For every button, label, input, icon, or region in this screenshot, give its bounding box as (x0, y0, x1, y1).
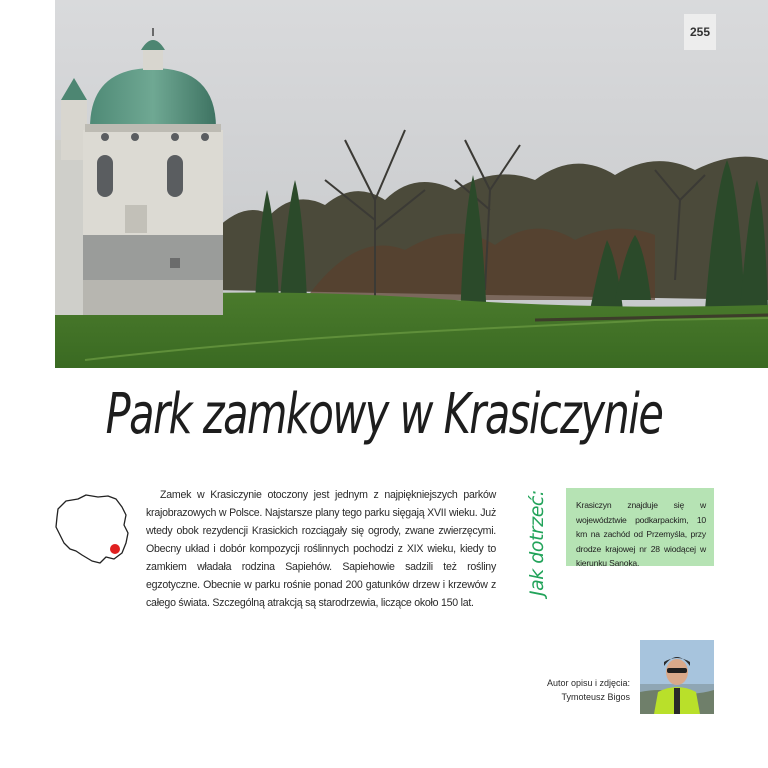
author-caption-label: Autor opisu i zdjęcia: (546, 678, 630, 688)
directions-text: Krasiczyn znajduje się w województwie podkarpackim, 10 km na zachód od Przemyśla, przy drodze krajowej nr 28 wiodącej w kierunku Sanoka. (576, 500, 706, 568)
header-photo (55, 0, 768, 368)
author-caption (520, 676, 630, 704)
author-name: Tymoteusz Bigos (561, 692, 630, 702)
description-text: Zamek w Krasiczynie otoczony jest jednym z najpiękniejszych parków krajobrazowych w Polsce. Najstarsze plany tego parku sięgają XVII wieku. Już wtedy obok rezydencji Krasickich rozciągały się ogrody, zwane zwierzęcymi. Obecny układ i dobór kompozycji roślinnych pochodzi z XIX wieku, kiedy to zamkiem władała rodzina Sapiehów. Sapiehowie sadzili też rośliny egzotyczne. Obecnie w parku rośnie ponad 200 gatunków drzew i krzewów z całego świata. Szczególną atrakcją są starodrzewia, liczące około 150 lat. (146, 489, 496, 609)
page-number: 255 (684, 14, 716, 50)
location-marker-icon (110, 544, 120, 554)
directions-box (566, 488, 714, 566)
description (146, 486, 496, 612)
poland-map-icon (52, 493, 132, 569)
article-title: Park zamkowy w Krasiczynie (105, 382, 663, 447)
directions-label: Jak dotrzeć: (526, 490, 548, 596)
author-photo (640, 640, 714, 714)
